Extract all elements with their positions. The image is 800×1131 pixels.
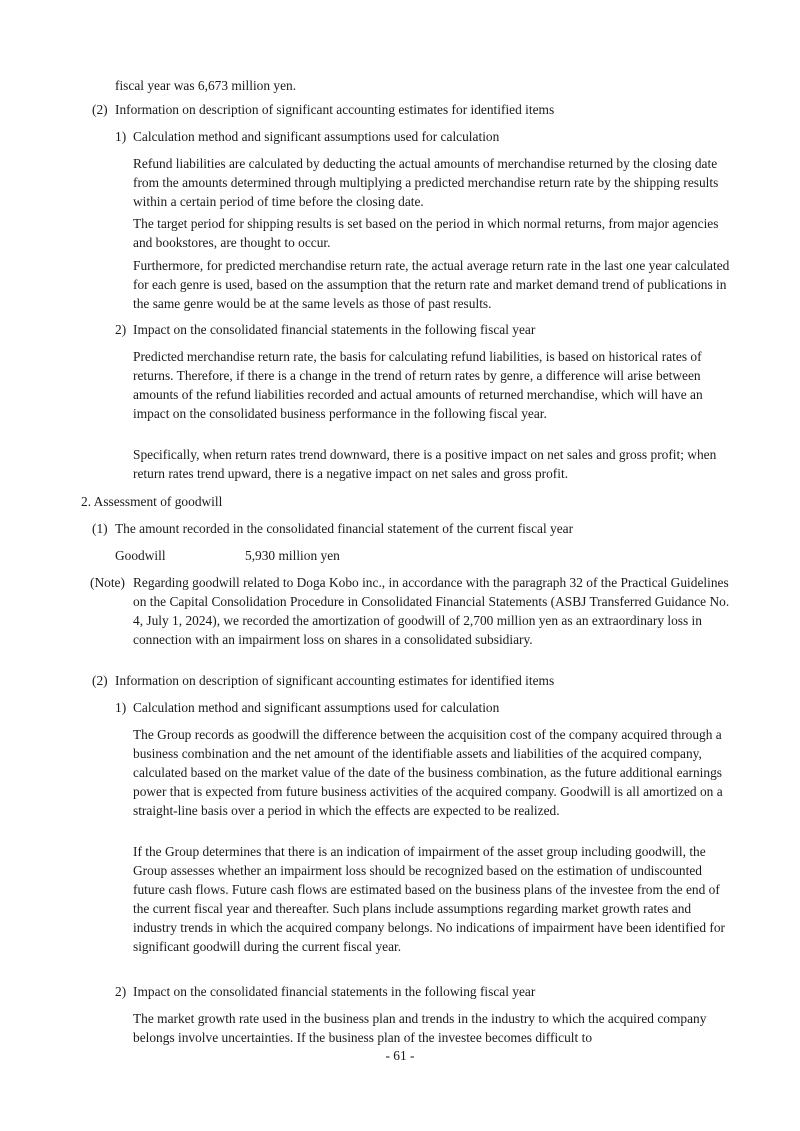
continuation-text: fiscal year was 6,673 million yen.: [115, 78, 297, 93]
item-heading: Calculation method and significant assumptions used for calculation: [133, 129, 500, 144]
note-label: (Note): [90, 575, 125, 590]
paragraph: The Group records as goodwill the difference between the acquisition cost of the company acquired through a business combination and the net amount of the identifiable assets and liabilities of the acquired company, calculated based on the market value of the date of the business combination, as the future additional earnings power that is expected from future business activities of the acquired company. Goodwill is all amortized on a straight-line basis over a period in which the effects are expected to be realized.: [133, 727, 723, 818]
page-number: - 61 -: [385, 1048, 415, 1063]
note-text: Regarding goodwill related to Doga Kobo inc., in accordance with the paragraph 32 of the Practical Guidelines on the Capital Consolidation Procedure in Consolidated Financial Statements (ASBJ Transferred Guidance No. 4, July 1, 2024), we recorded the amortization of goodwill of 2,700 million yen as an extraordinary loss in connection with an impairment loss on shares in a consolidated subsidiary.: [133, 575, 730, 647]
subsection-heading: The amount recorded in the consolidated financial statement of the current fiscal year: [115, 521, 574, 536]
item-number: 2): [115, 322, 127, 337]
paragraph: Specifically, when return rates trend downward, there is a positive impact on net sales and gross profit; when return rates trend upward, there is a negative impact on net sales and gross profit.: [133, 447, 717, 481]
section-number: (2): [92, 673, 108, 688]
item-heading: Impact on the consolidated financial statements in the following fiscal year: [133, 322, 536, 337]
item-heading: Impact on the consolidated financial statements in the following fiscal year: [133, 984, 536, 999]
item-number: 1): [115, 700, 127, 715]
goodwill-label: Goodwill: [115, 548, 166, 563]
item-number: 2): [115, 984, 127, 999]
section-number: (2): [92, 102, 108, 117]
subsection-heading: Information on description of significant accounting estimates for identified items: [115, 673, 555, 688]
paragraph: The market growth rate used in the business plan and trends in the industry to which the acquired company belongs involve uncertainties. If the business plan of the investee becomes difficult to: [133, 1011, 707, 1045]
item-number: 1): [115, 129, 127, 144]
goodwill-amount: 5,930 million yen: [245, 548, 340, 563]
section-heading: Information on description of significant accounting estimates for identified items: [115, 102, 555, 117]
paragraph: If the Group determines that there is an indication of impairment of the asset group including goodwill, the Group assesses whether an impairment loss should be recognized based on the estimation of undiscounted future cash flows. Future cash flows are estimated based on the business plans of the investee from the end of the current fiscal year and thereafter. Such plans include assumptions regarding market growth rates and industry trends in which the acquired company belongs. No indications of impairment have been identified for significant goodwill during the current fiscal year.: [133, 844, 726, 954]
paragraph: The target period for shipping results is set based on the period in which normal returns, from major agencies and bookstores, are thought to occur.: [133, 216, 719, 250]
paragraph: Predicted merchandise return rate, the basis for calculating refund liabilities, is based on historical rates of returns. Therefore, if there is a change in the trend of return rates by genre, a difference will arise between amounts of the refund liabilities recorded and actual amounts of returned merchandise, which will have an impact on the consolidated business performance in the following fiscal year.: [133, 349, 703, 421]
section-number: (1): [92, 521, 108, 536]
item-heading: Calculation method and significant assumptions used for calculation: [133, 700, 500, 715]
paragraph: Furthermore, for predicted merchandise return rate, the actual average return rate in the last one year calculated for each genre is used, based on the assumption that the return rate and market demand trend of publications in the same genre would be at the same levels as those of past results.: [133, 258, 730, 311]
section-heading: 2. Assessment of goodwill: [81, 494, 223, 509]
paragraph: Refund liabilities are calculated by deducting the actual amounts of merchandise returned by the closing date from the amounts determined through multiplying a predicted merchandise return rate by the shipping results within a certain period of time before the closing date.: [133, 156, 719, 209]
